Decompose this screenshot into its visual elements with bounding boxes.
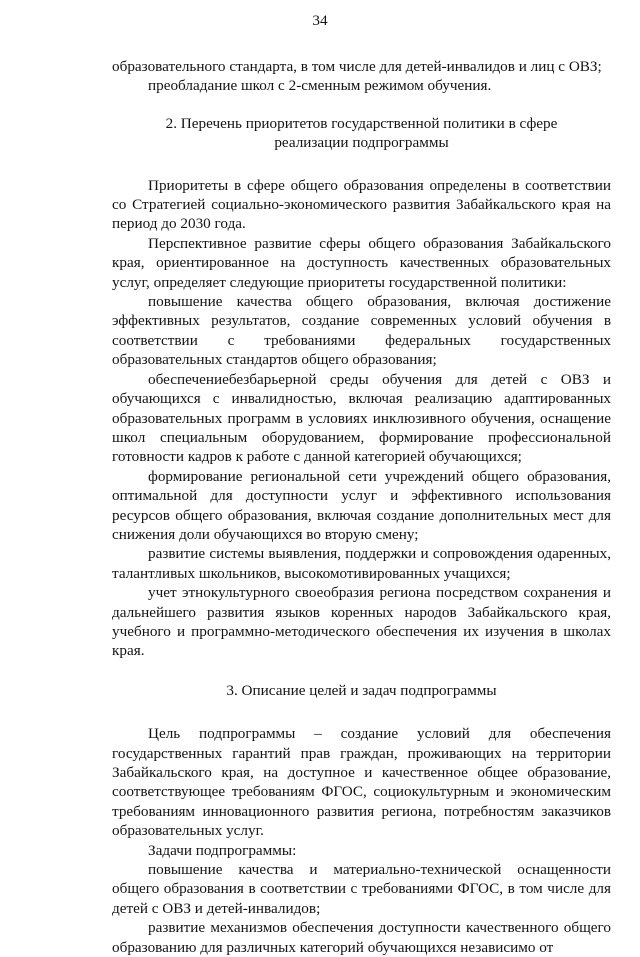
section-2-paragraph: Приоритеты в сфере общего образования определены в соответствии со Стратегией социально-экономического развития Забайкальского края на период до 2030 года. xyxy=(112,176,611,233)
section-3-paragraph: Цель подпрограммы – создание условий для обеспечения государственных гарантий прав граждан, проживающих на территории Забайкальского края, на доступное и качественное общее образование, соответствующее требованиям ФГОС, социокультурным и экономическим требованиям инновационного развития региона, потребностям заказчиков образовательных услуг. xyxy=(112,725,611,840)
section-2-title xyxy=(112,114,611,153)
page-number: 34 xyxy=(312,12,328,29)
section-2-paragraph: Перспективное развитие сферы общего образования Забайкальского края, ориентированное на доступность качественных образовательных услуг, определяет следующие приоритеты государственной политики: xyxy=(112,234,611,291)
task-item: повышение качества и материально-технической оснащенности общего образования в соответствии с требованиями ФГОС, в том числе для детей с ОВЗ и детей-инвалидов; xyxy=(112,861,611,917)
section-2-title-line-1: 2. Перечень приоритетов государственной политики в сфере xyxy=(165,114,558,132)
document-body xyxy=(112,57,611,957)
priority-item: развитие системы выявления, поддержки и сопровождения одаренных, талантливых школьников, высокомотивированных учащихся; xyxy=(112,545,611,582)
priority-item: повышение качества общего образования, включая достижение эффективных результатов, создание современных условий обучения в соответствии с требованиями федеральных государственных образовательных стандартов общего образования; xyxy=(112,293,611,369)
task-item: развитие механизмов обеспечения доступности качественного общего образованию для различных категорий обучающихся независимо от xyxy=(112,919,611,956)
priority-item: формирование региональной сети учреждений общего образования, оптимальной для доступности услуг и эффективного использования ресурсов общего образования, включая создание дополнительных мест для снижения доли обучающихся во вторую смену; xyxy=(112,467,611,543)
section-2-title-line-2: реализации подпрограммы xyxy=(274,134,449,152)
intro-paragraph: преобладание школ с 2-сменным режимом обучения. xyxy=(148,77,492,95)
section-3-paragraph: Задачи подпрограммы: xyxy=(148,841,297,859)
intro-line-continuation: образовательного стандарта, в том числе для детей-инвалидов и лиц с ОВЗ; xyxy=(112,58,602,75)
priority-item: обеспечениебезбарьерной среды обучения для детей с ОВЗ и обучающихся с инвалидностью, включая реализацию адаптированных образовательных программ в условиях инклюзивного обучения, оснащение школ специальным оборудованием, формирование профессиональной готовности кадров к работе с данной категорией обучающихся; xyxy=(112,370,611,466)
section-3-title: 3. Описание целей и задач подпрограммы xyxy=(226,681,497,699)
priority-item: учет этнокультурного своеобразия региона посредством сохранения и дальнейшего развития языков коренных народов Забайкальского края, учебного и программно-методического обеспечения их изучения в школах края. xyxy=(112,584,611,660)
